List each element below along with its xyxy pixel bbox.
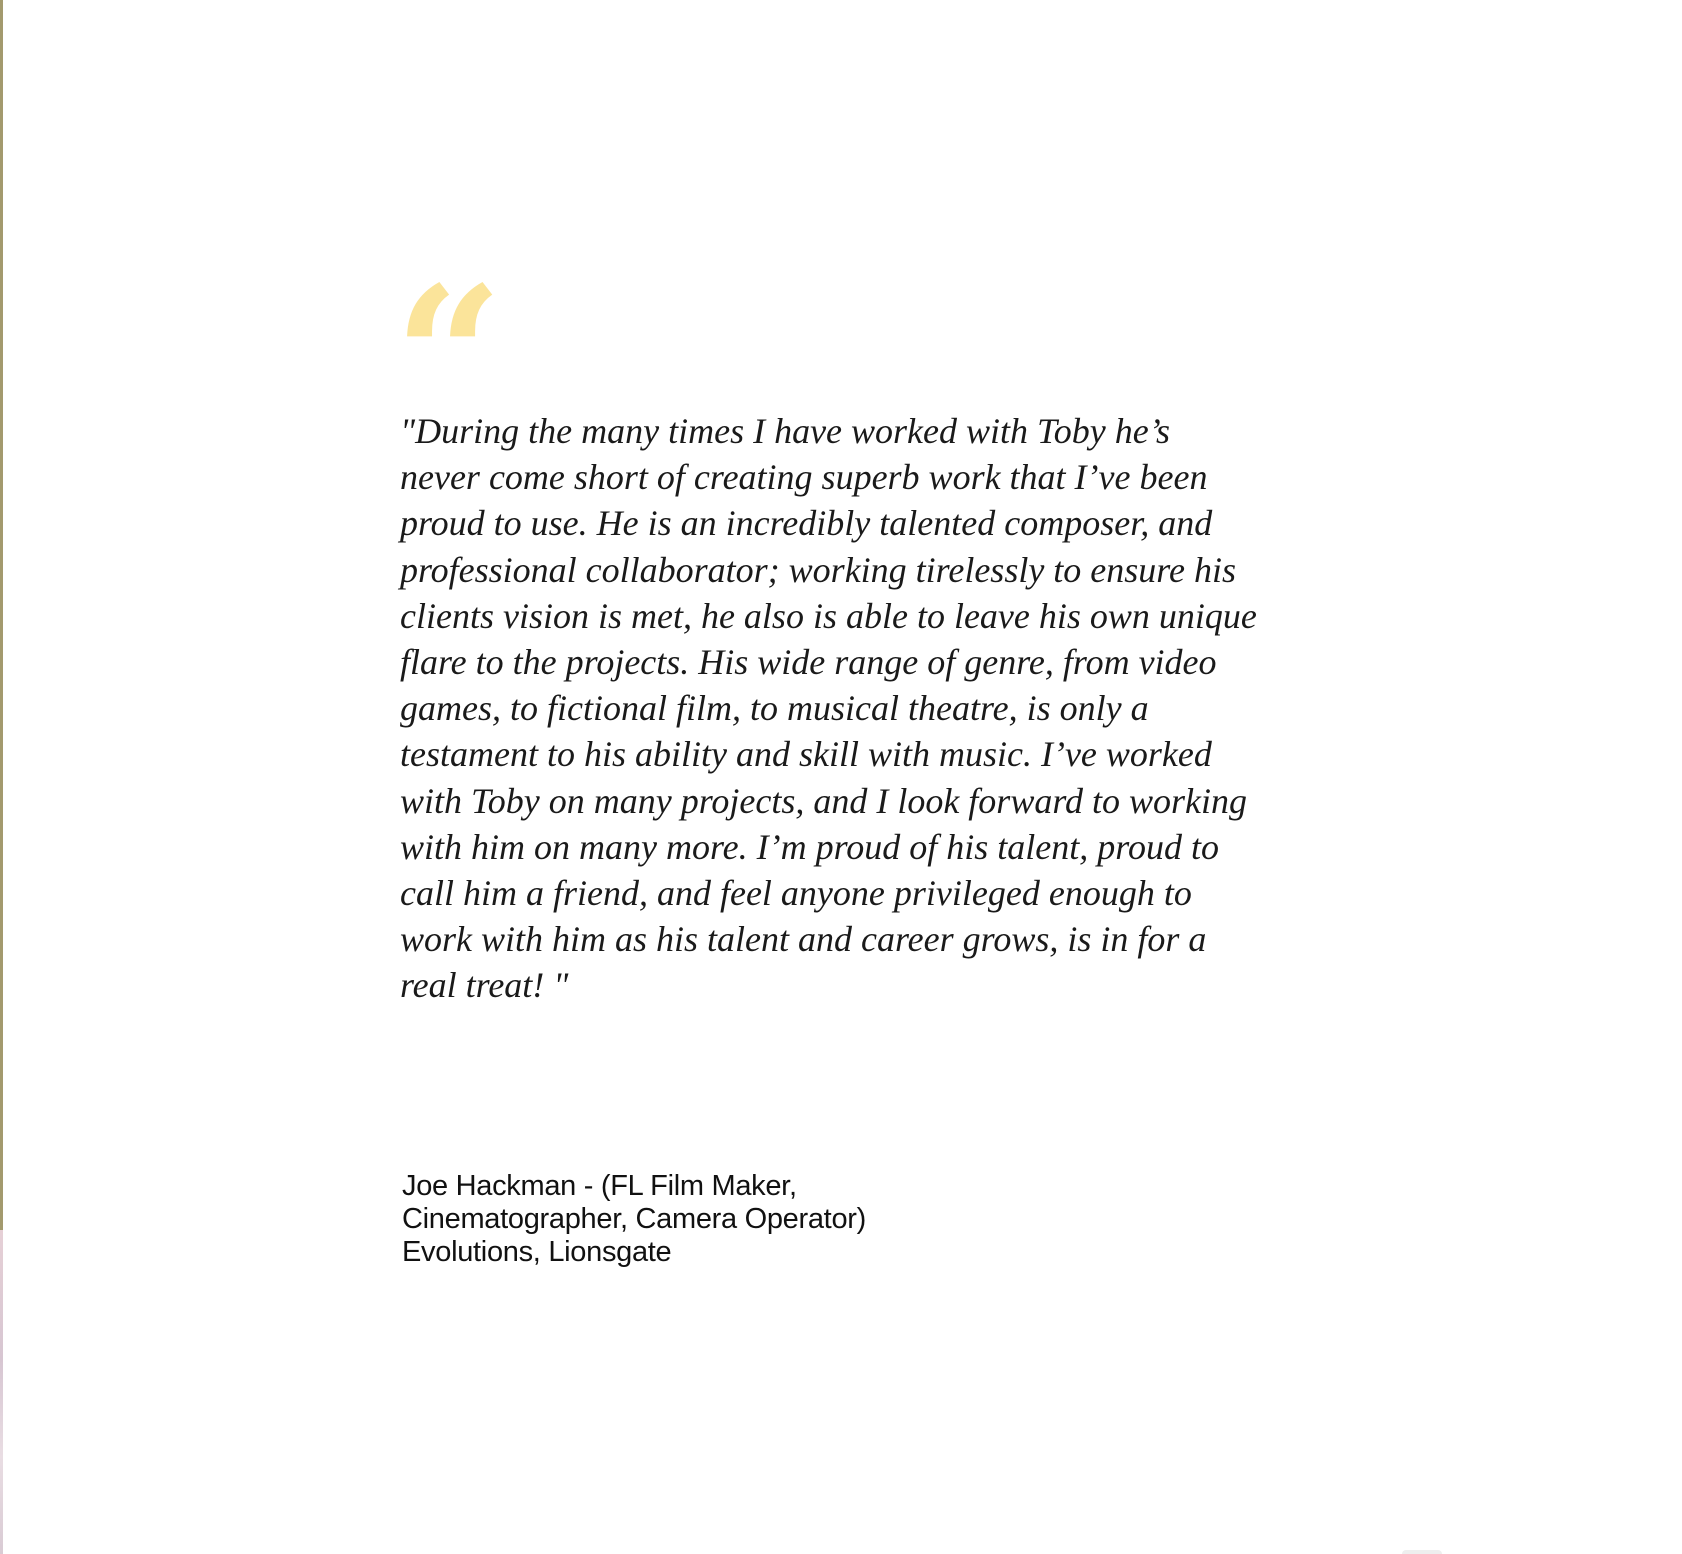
- left-edge-border-lower: [0, 1230, 3, 1554]
- left-edge-border: [0, 0, 3, 1230]
- quote-mark-icon: “: [394, 245, 498, 468]
- testimonial-attribution: [402, 1170, 1022, 1269]
- testimonial-quote: "During the many times I have worked with Toby he’s never come short of creating superb work that I’ve been proud to use. He is an incredibly talented composer, and professional collaborator; working tirelessly to ensure his clients vision is met, he also is able to leave his own unique flare to the projects. His wide range of genre, from video games, to fictional film, to musical theatre, is only a testament to his ability and skill with music. I’ve worked with Toby on many projects, and I look forward to working with him on many more. I’m proud of his talent, proud to call him a friend, and feel anyone privileged enough to work with him as his talent and career grows, is in for a real treat! ": [400, 411, 1257, 1006]
- attribution-role-line: Cinematographer, Camera Operator): [402, 1203, 866, 1235]
- attribution-name-line: Joe Hackman - (FL Film Maker,: [402, 1170, 797, 1202]
- corner-decoration: [1402, 1550, 1442, 1554]
- attribution-company-line: Evolutions, Lionsgate: [402, 1236, 672, 1268]
